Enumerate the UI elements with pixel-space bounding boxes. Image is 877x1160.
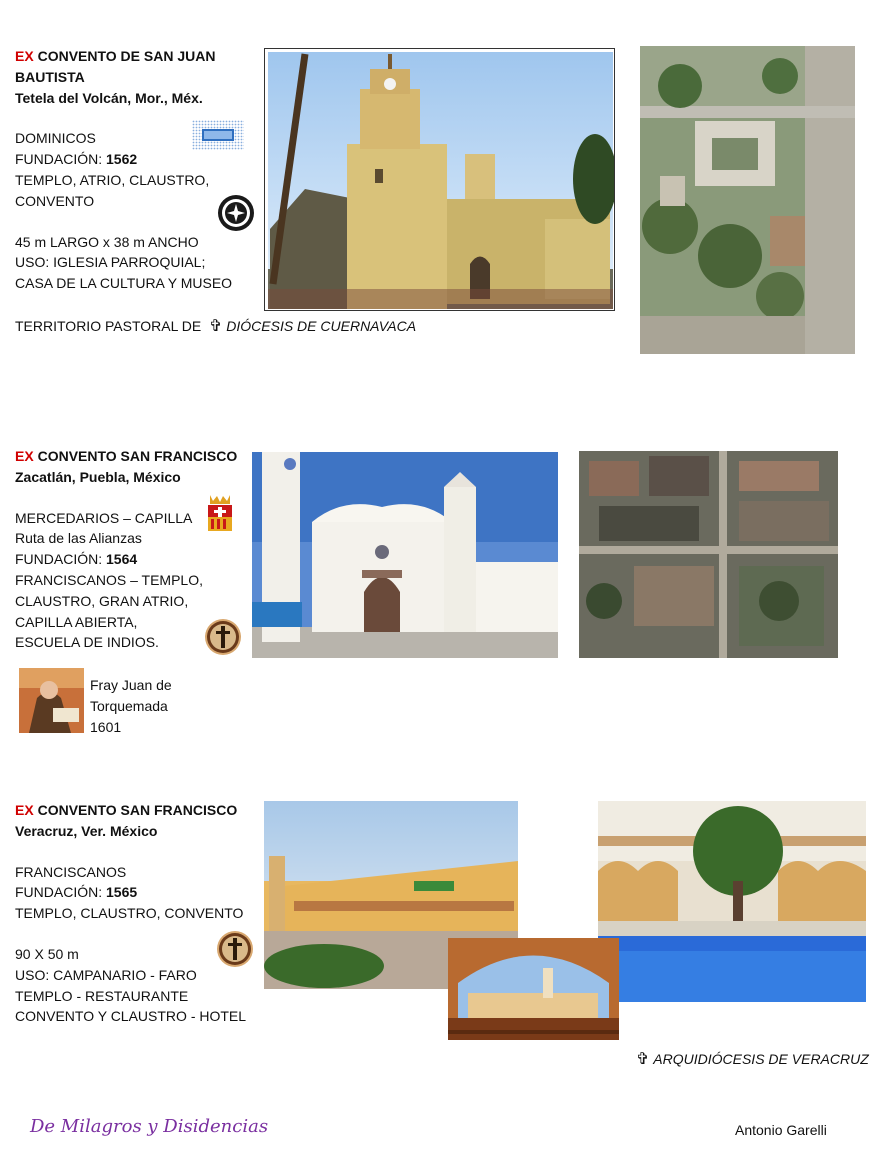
section2-line2: Ruta de las Alianzas bbox=[15, 530, 142, 547]
cross-icon: ✞ bbox=[208, 315, 223, 335]
section2-line1: MERCEDARIOS – CAPILLA bbox=[15, 509, 193, 526]
section2-location: Zacatlán, Puebla, México bbox=[15, 468, 181, 485]
friar-caption: Fray Juan de Torquemada 1601 bbox=[90, 677, 172, 735]
section1-parts: TEMPLO, ATRIO, CLAUSTRO, bbox=[15, 171, 210, 188]
church-photo-tetela bbox=[264, 48, 615, 311]
section2-foundation: FUNDACIÓN: 1564 bbox=[15, 551, 138, 568]
section1-order: DOMINICOS bbox=[15, 130, 96, 147]
footer-author: Antonio Garelli bbox=[735, 1122, 827, 1138]
section3-use2: TEMPLO - RESTAURANTE bbox=[15, 987, 189, 1004]
section3-location: Veracruz, Ver. México bbox=[15, 822, 158, 839]
section3-use3: CONVENTO Y CLAUSTRO - HOTEL bbox=[15, 1008, 247, 1025]
hotel-photo-pool bbox=[598, 801, 866, 1002]
section1-title-line2: BAUTISTA bbox=[15, 68, 85, 85]
section1-parts-2: CONVENTO bbox=[15, 192, 95, 209]
archdiocese-label: ✞ ARQUIDIÓCESIS DE VERACRUZ bbox=[636, 1049, 869, 1068]
section3-use1: USO: CAMPANARIO - FARO bbox=[15, 966, 197, 983]
section2-line4: FRANCISCANOS – TEMPLO, bbox=[15, 571, 204, 588]
section1-foundation: FUNDACIÓN: 1562 bbox=[15, 151, 138, 168]
aerial-photo-zacatlan bbox=[579, 451, 838, 658]
mercedarian-shield-icon bbox=[205, 493, 235, 538]
title-prefix: EX bbox=[15, 48, 34, 64]
section2-line7: ESCUELA DE INDIOS. bbox=[15, 634, 159, 651]
franciscan-cross-icon bbox=[205, 619, 241, 655]
section3-parts: TEMPLO, CLAUSTRO, CONVENTO bbox=[15, 905, 244, 922]
section2-line5: CLAUSTRO, GRAN ATRIO, bbox=[15, 592, 189, 609]
section1-territory: TERRITORIO PASTORAL DE ✞ DIÓCESIS DE CUERNAVACA bbox=[15, 315, 417, 335]
hotel-photo-arcade bbox=[448, 938, 619, 1040]
section2-title: EX CONVENTO SAN FRANCISCO bbox=[15, 448, 238, 464]
dominican-cross-icon bbox=[218, 195, 254, 231]
section3-text bbox=[15, 800, 246, 1027]
section3-size: 90 X 50 m bbox=[15, 945, 79, 962]
franciscan-cross-icon bbox=[217, 931, 253, 967]
church-photo-zacatlan bbox=[252, 452, 558, 658]
title-rest: CONVENTO DE SAN JUAN bbox=[33, 48, 216, 64]
section2-text bbox=[15, 446, 237, 653]
section1-use: USO: IGLESIA PARROQUIAL; bbox=[15, 254, 206, 271]
footer-publication-title: De Milagros y Disidencias bbox=[30, 1116, 269, 1137]
diocese-name: DIÓCESIS DE CUERNAVACA bbox=[226, 317, 417, 334]
friar-portrait-icon bbox=[19, 668, 84, 733]
section3-order: FRANCISCANOS bbox=[15, 863, 127, 880]
inah-logo-icon bbox=[192, 120, 244, 150]
section1-location: Tetela del Volcán, Mor., Méx. bbox=[15, 89, 203, 106]
aerial-photo-tetela bbox=[640, 46, 855, 354]
section1-size: 45 m LARGO x 38 m ANCHO bbox=[15, 233, 199, 250]
section3-title: EX CONVENTO SAN FRANCISCO bbox=[15, 802, 238, 818]
section2-line6: CAPILLA ABIERTA, bbox=[15, 613, 138, 630]
section1-use-2: CASA DE LA CULTURA Y MUSEO bbox=[15, 275, 233, 292]
cross-icon: ✞ bbox=[636, 1049, 650, 1068]
section3-foundation: FUNDACIÓN: 1565 bbox=[15, 884, 138, 901]
